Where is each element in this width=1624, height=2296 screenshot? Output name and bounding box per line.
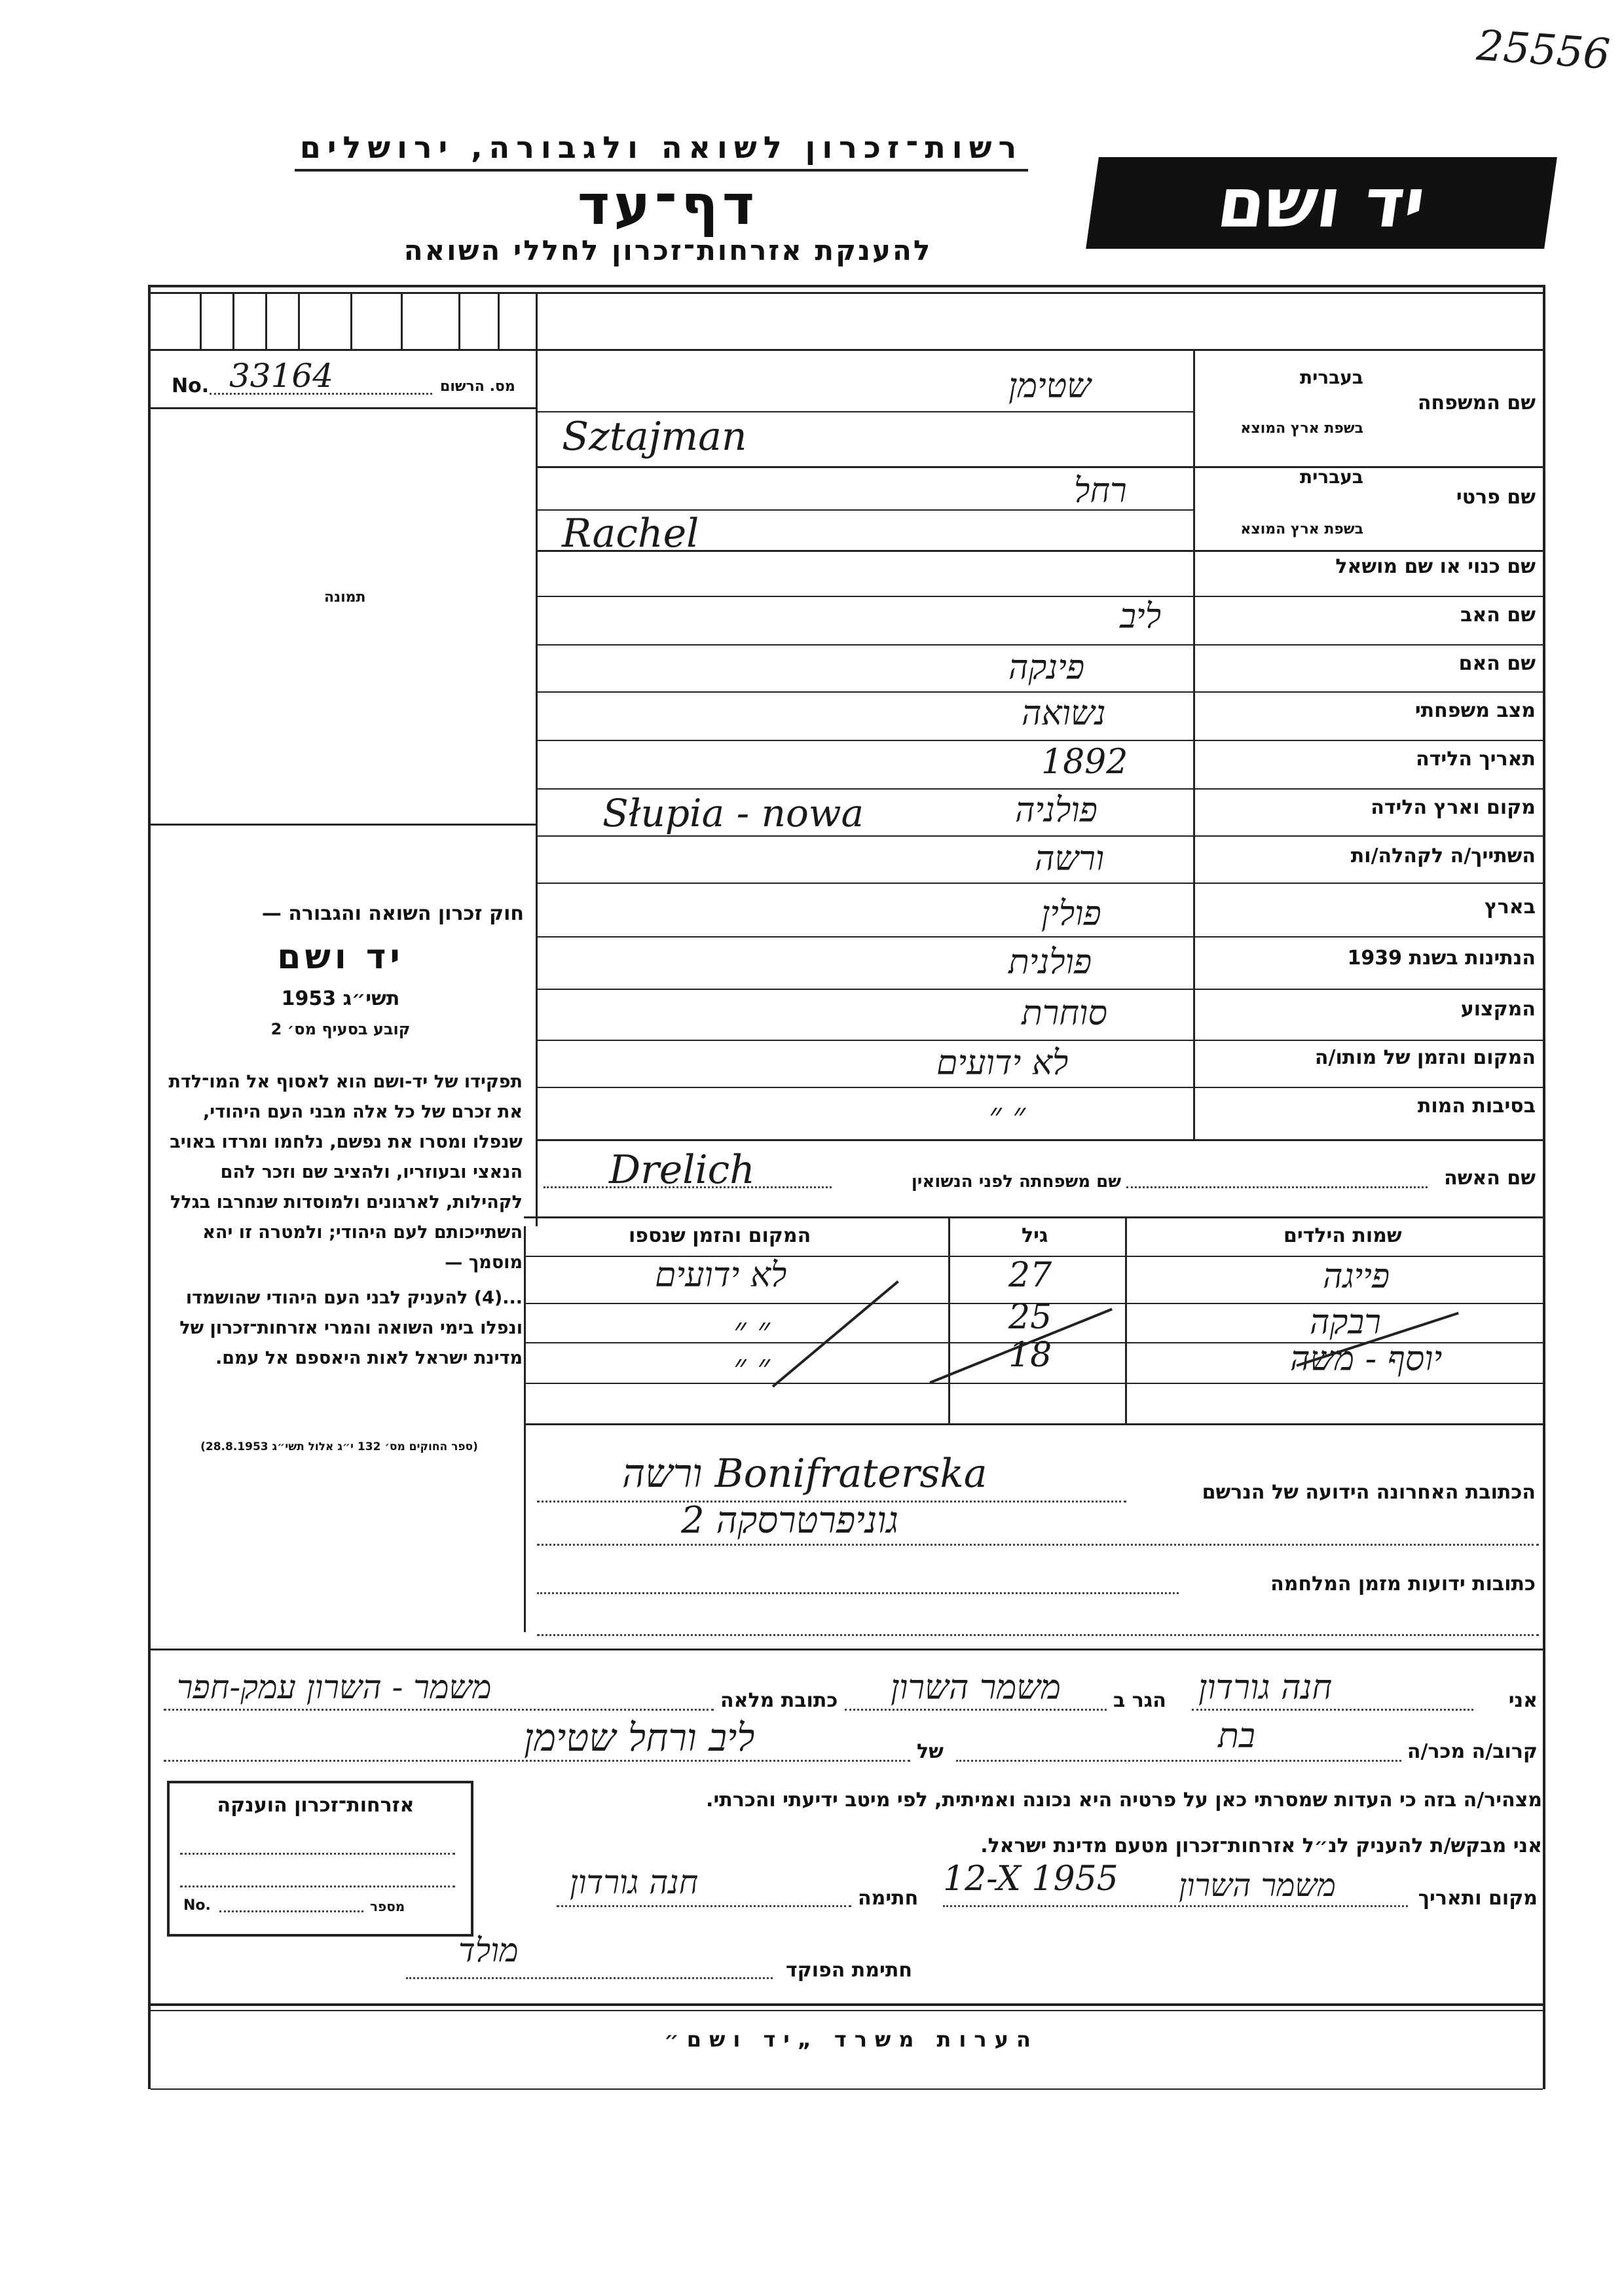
wife-maiden-label: שם משפחתה לפני הנשואין [911, 1172, 1121, 1192]
law-title: חוק זכרון השואה והגבורה — [261, 902, 524, 925]
child-3-place: ״ ״ [733, 1347, 771, 1387]
signature-label: חתימה [858, 1887, 919, 1910]
authority-line: רשות־זכרון לשואה ולגבורה, ירושלים [299, 130, 1024, 165]
date-value: 12-X 1955 [943, 1859, 1118, 1899]
nickname-label: שם כנוי או שם מושאל [1335, 555, 1536, 578]
children-age-header: גיל [1022, 1224, 1048, 1247]
war-address-label: כתובות ידועות מזמן המלחמה [1270, 1573, 1536, 1595]
law-paragraph-1: תפקידו של יד-ושם הוא לאסוף אל המו־לדת את זכרם של כל אלה מבני העם היהודי, שנפלו ומסרו את נפשם, נלחמו ומרדו באויב הנאצי ובעוזריו, ולהציב שם וזכר להם לקהילות, לארגונים ולמוסדות שנחרבו בגלל השתייכותם לעם היהודי; ולמטרה זו יהא מוסמך — [168, 1072, 523, 1273]
registration-number: 33164 [229, 357, 334, 395]
firstname-hebrew-sublabel: בעברית [1299, 466, 1363, 488]
yad-vashem-logo: יד ושם [1086, 157, 1557, 249]
child-2-age: 25 [1008, 1298, 1052, 1337]
children-names-header: שמות הילדים [1283, 1224, 1402, 1247]
birthdate-value: 1892 [1041, 742, 1128, 782]
firstname-origin-value: Rachel [562, 511, 699, 556]
surname-origin-value: Sztajman [562, 414, 747, 460]
declarant-resides-label: הגר ב [1113, 1689, 1166, 1712]
law-note: (ספר החוקים מס׳ 132 י״ג אלול תשי״ג 28.8.1953) [200, 1440, 478, 1453]
community-label: השתייך/ה לקהלה/ות [1350, 845, 1536, 867]
declarant-name: חנה גורדון [1198, 1668, 1333, 1707]
nationality-label: הנתינות בשנת 1939 [1347, 947, 1536, 970]
declarant-ani-label: אני [1508, 1689, 1538, 1712]
law-year: תשי״ג 1953 [281, 987, 400, 1010]
country-label: בארץ [1484, 896, 1536, 919]
relation-of-label: של [917, 1740, 944, 1763]
wife-maiden-value: Drelich [609, 1147, 755, 1193]
signature-value: חנה גורדון [570, 1863, 699, 1901]
law-name: יד ושם [277, 938, 404, 977]
child-3-name: יוסף - משה [1290, 1339, 1443, 1379]
nationality-value: פולנית [1008, 943, 1092, 982]
address-line-2: גוניפרטרסקה 2 [681, 1499, 898, 1542]
surname-hebrew-sublabel: בעברית [1299, 367, 1363, 388]
citizenship-no-label: No. [183, 1897, 211, 1914]
wife-label: שם האשה [1444, 1167, 1536, 1190]
citizenship-box-title: אזרחות־זכרון הוענקה [217, 1794, 415, 1817]
citizenship-number-label: מספר [370, 1899, 405, 1914]
country-value: פולין [1041, 894, 1101, 934]
officer-signature: מולד [458, 1931, 519, 1969]
father-label: שם האב [1460, 604, 1536, 627]
photo-label: תמונה [324, 589, 366, 606]
form-subtitle: להענקת אזרחות־זכרון לחללי השואה [403, 234, 932, 266]
relation-of-value: ליב ורחל שטימן [524, 1715, 755, 1760]
surname-origin-sublabel: בשפת ארץ המוצא [1240, 420, 1363, 437]
authority-underline [295, 169, 1028, 172]
birthplace-value: פולניה [1015, 791, 1098, 830]
death-label: המקום והזמן של מותו/ה [1314, 1046, 1536, 1069]
request-text: אני מבקש/ת להעניק לנ״ל אזרחות־זכרון מטעם מדינת ישראל. [980, 1834, 1542, 1857]
surname-hebrew-value: שטימן [1008, 367, 1091, 406]
child-2-name: רבקה [1310, 1303, 1381, 1342]
law-section: קובע בסעיף מס׳ 2 [270, 1020, 411, 1038]
form-title: דף־עד [577, 173, 759, 237]
death-circumstances-label: בסיבות המות [1417, 1095, 1536, 1118]
mother-label: שם האם [1458, 652, 1536, 675]
address-label: הכתובת האחרונה הידועה של הנרשם [1202, 1481, 1536, 1504]
address-line-1: ורשה Bonifraterska [622, 1451, 987, 1497]
birthdate-label: תאריך הלידה [1416, 748, 1536, 771]
declarant-address-label: כתובת מלאה [720, 1689, 838, 1712]
profession-value: סוחרת [1022, 994, 1107, 1033]
registration-no-label: No. [172, 374, 210, 397]
profession-label: המקצוע [1460, 998, 1536, 1021]
relation-label: קרוב/ה מכר/ה [1407, 1740, 1538, 1763]
top-inner-line [148, 292, 1543, 294]
declarant-address: משמר - השרון עמק-חפר [177, 1668, 492, 1706]
law-paragraph-2: ...(4) להעניק לבני העם היהודי שהושמדו ונפלו בימי השואה והמרי אזרחות־זכרון של מדינת ישראל לאות היאספם אל עמם. [179, 1288, 523, 1368]
child-1-age: 27 [1008, 1256, 1052, 1295]
officer-signature-label: חתימת הפוקד [786, 1959, 912, 1982]
child-1-name: פייגה [1323, 1257, 1390, 1296]
birthplace-label: מקום וארץ הלידה [1371, 796, 1536, 819]
declaration-text: מצהיר/ה בזה כי העדות שמסרתי כאן על פרטיה היא נכונה ואמיתית, לפי מיטב ידיעתי והכרתי. [706, 1789, 1542, 1812]
child-1-place: לא ידועים [655, 1256, 787, 1295]
firstname-label: שם פרטי [1456, 486, 1536, 509]
death-circumstances-value: ״ ״ [989, 1096, 1026, 1135]
place-value: משמר השרון [1179, 1867, 1336, 1904]
top-section-line [151, 349, 1543, 351]
child-2-place: ״ ״ [733, 1311, 771, 1350]
birthplace-latin-value: Słupia - nowa [602, 791, 864, 835]
mother-value: פינקה [1008, 648, 1085, 687]
firstname-hebrew-value: רחל [1074, 471, 1127, 511]
page-number: 25556 [1475, 21, 1612, 80]
marital-value: נשואה [1022, 694, 1106, 733]
relation-value: בת [1218, 1717, 1255, 1756]
community-value: ורשה [1035, 839, 1105, 879]
left-column-divider [536, 349, 538, 1226]
firstname-origin-sublabel: בשפת ארץ המוצא [1240, 521, 1363, 538]
child-3-age: 18 [1008, 1336, 1052, 1375]
surname-label: שם המשפחה [1417, 392, 1536, 414]
registration-label: מס. הרשום [440, 378, 515, 395]
death-value: לא ידועים [936, 1044, 1069, 1083]
children-place-header: המקום והזמן שנספו [629, 1224, 811, 1247]
place-date-label: מקום ותאריך [1418, 1887, 1538, 1910]
marital-label: מצב משפחתי [1414, 699, 1536, 722]
office-notes-label: הערות משרד „יד ושם״ [664, 2027, 1039, 2052]
father-value: ליב [1120, 597, 1162, 636]
declarant-resides: משמר השרון [891, 1668, 1061, 1707]
